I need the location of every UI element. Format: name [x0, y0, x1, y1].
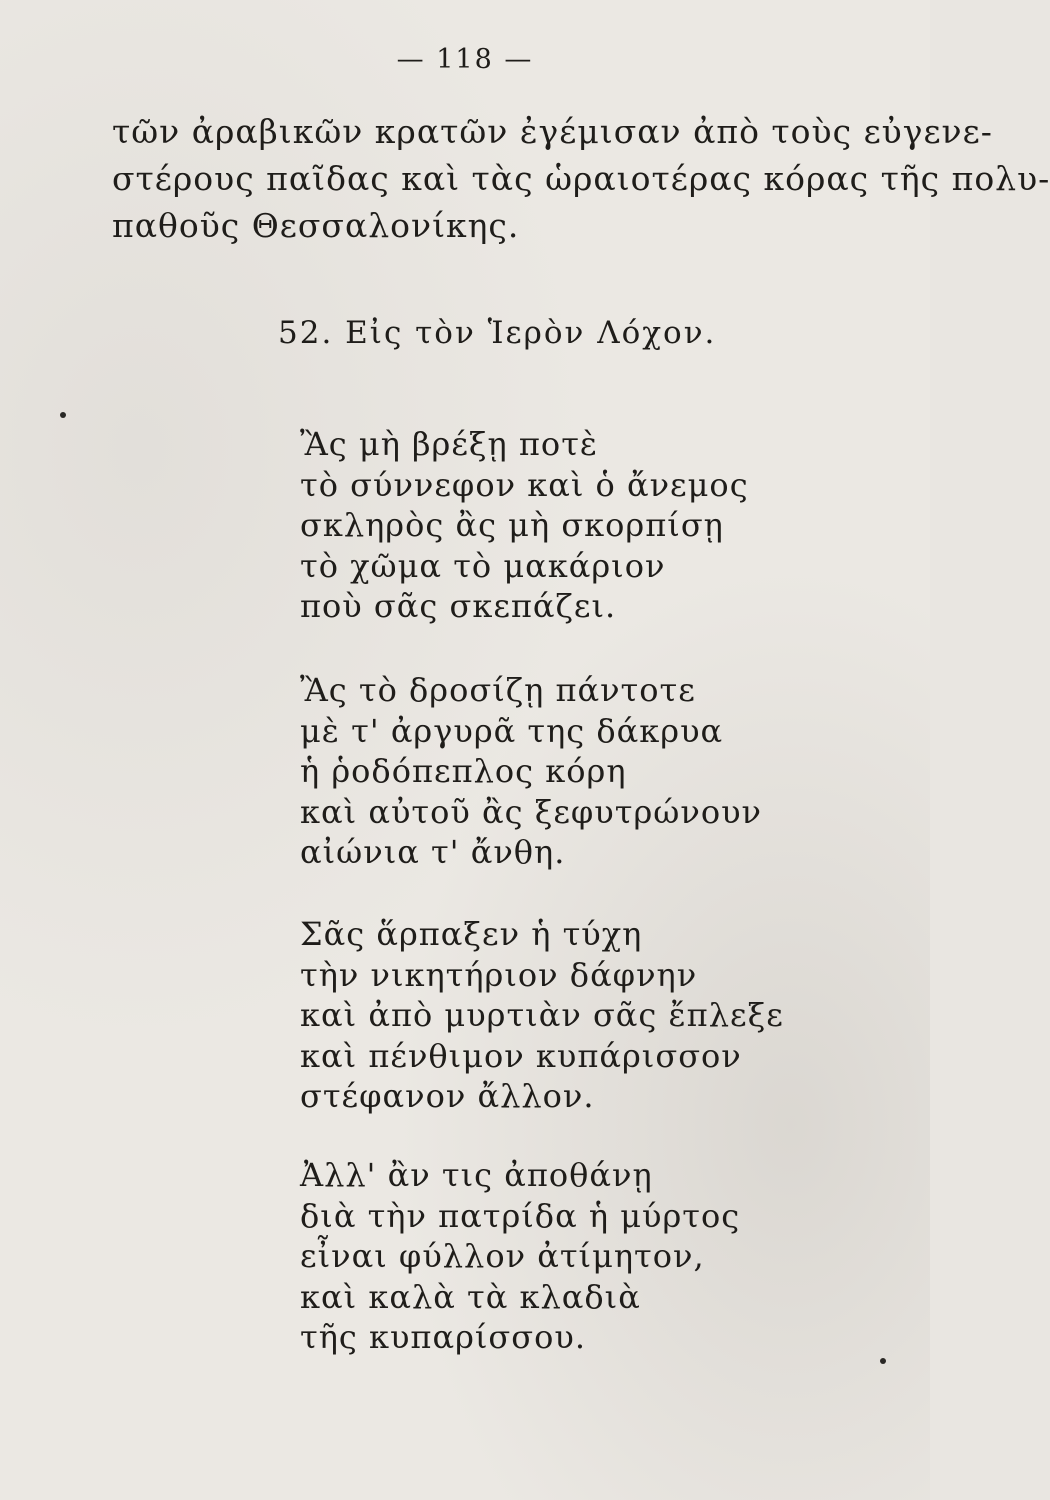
poem-verse: Σᾶς ἅρπαξεν ἡ τύχη [300, 915, 643, 953]
poem-verse: ἡ ῥοδόπεπλος κόρη [300, 752, 627, 790]
poem-stanza [300, 670, 762, 873]
poem-stanza [300, 1155, 740, 1358]
poem-title: 52. Εἰς τὸν Ἱερὸν Λόχον. [278, 315, 717, 351]
poem-verse: Ἂς τὸ δροσίζῃ πάντοτε [300, 671, 696, 709]
poem-verse: μὲ τ' ἀργυρᾶ της δάκρυα [300, 711, 724, 750]
poem-verse: τὸ χῶμα τὸ μακάριον [300, 546, 666, 585]
poem-verse: σκληρὸς ἂς μὴ σκορπίσῃ [300, 506, 724, 544]
print-speck [880, 1358, 886, 1364]
poem-verse: καὶ ἀπὸ μυρτιὰν σᾶς ἔπλεξε [300, 996, 784, 1034]
poem-stanza [300, 914, 784, 1117]
poem-verse: Ἀλλ' ἂν τις ἀποθάνῃ [300, 1156, 653, 1194]
prose-line: παθοῦς Θεσσαλονίκης. [112, 206, 520, 245]
prose-line: τῶν ἀραβικῶν κρατῶν ἐγέμισαν ἀπὸ τοὺς εὐγενε- [112, 112, 993, 151]
print-speck [60, 412, 66, 418]
prose-paragraph [112, 108, 1050, 249]
poem-verse: Ἂς μὴ βρέξῃ ποτὲ [300, 425, 599, 463]
poem-verse: τὸ σύννεφον καὶ ὁ ἄνεμος [300, 465, 749, 504]
poem-verse: τῆς κυπαρίσσου. [300, 1318, 586, 1356]
poem-verse: στέφανον ἄλλον. [300, 1077, 595, 1115]
poem-verse: εἶναι φύλλον ἀτίμητον, [300, 1237, 705, 1275]
poem-verse: τὴν νικητήριον δάφνην [300, 955, 698, 994]
poem-verse: καὶ αὐτοῦ ἂς ξεφυτρώνουν [300, 792, 762, 831]
poem-verse: ποὺ σᾶς σκεπάζει. [300, 587, 617, 625]
poem-stanza [300, 424, 749, 627]
prose-line: στέρους παῖδας καὶ τὰς ὡραιοτέρας κόρας τῆς πολυ- [112, 159, 1050, 198]
page-number: — 118 — [396, 44, 534, 75]
poem-verse: αἰώνια τ' ἄνθη. [300, 833, 566, 871]
poem-verse: καὶ πένθιμον κυπάρισσον [300, 1036, 742, 1075]
poem-verse: καὶ καλὰ τὰ κλαδιὰ [300, 1277, 641, 1316]
poem-verse: διὰ τὴν πατρίδα ἡ μύρτος [300, 1196, 741, 1235]
